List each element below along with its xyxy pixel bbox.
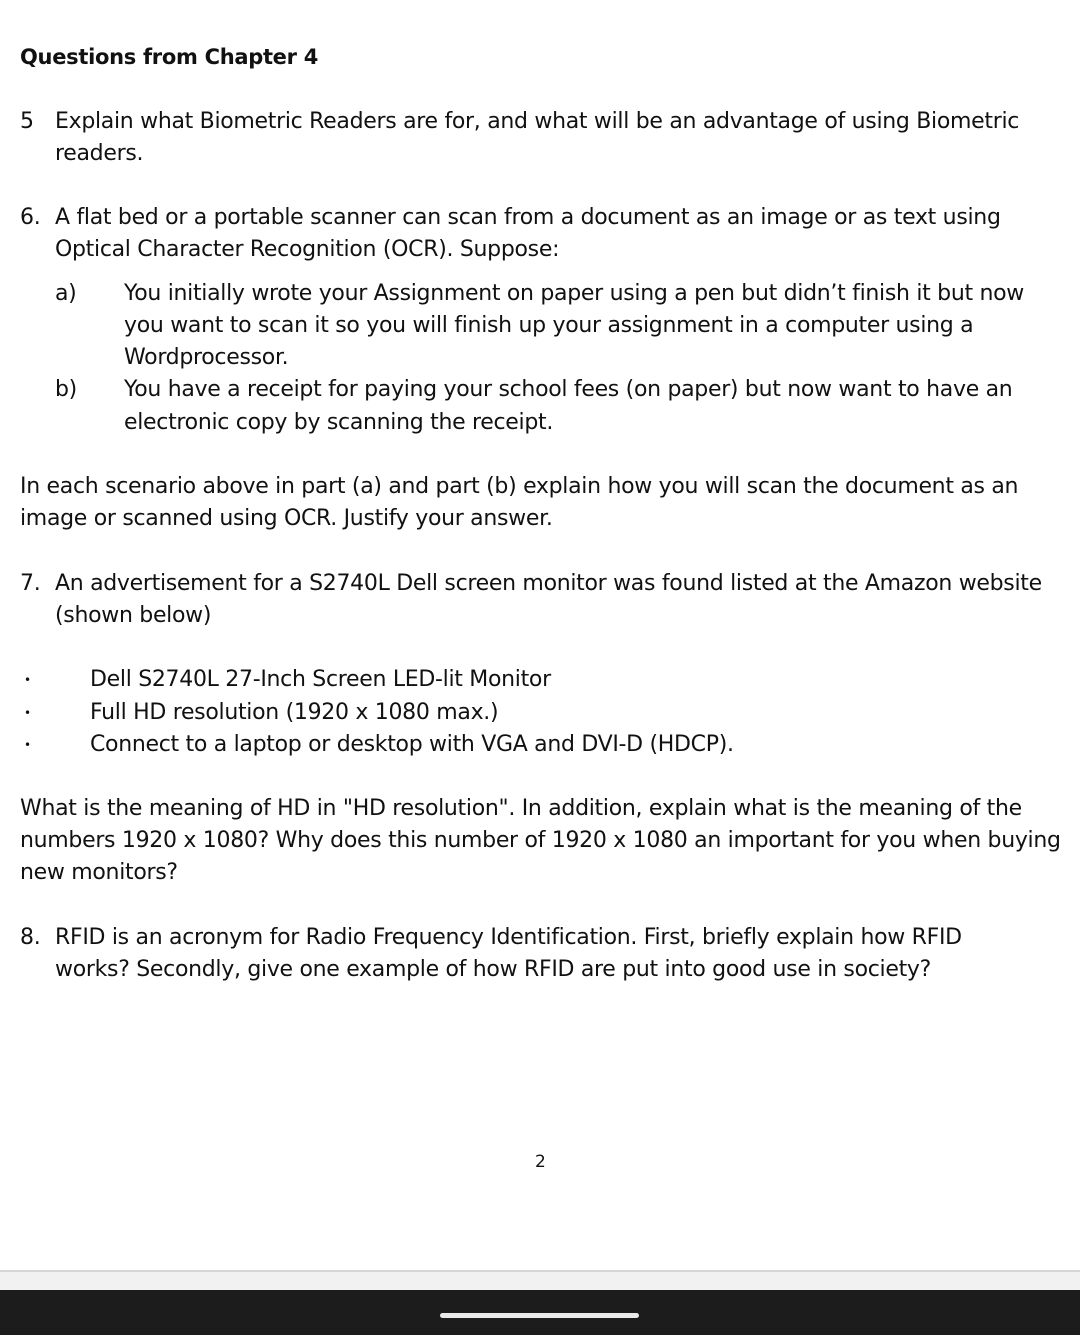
ad-bullet-item: Dell S2740L 27-Inch Screen LED-lit Monitor	[90, 667, 551, 692]
question-6-part-b-label: b)	[55, 377, 77, 402]
question-6-text-line-2: Optical Character Recognition (OCR). Suppose:	[55, 237, 560, 262]
question-6-follow-up-line-1: In each scenario above in part (a) and part (b) explain how you will scan the document as an	[20, 474, 1019, 499]
question-5-text-line-2: readers.	[55, 141, 144, 166]
question-6-part-a-label: a)	[55, 281, 77, 306]
ad-bullet-item: Full HD resolution (1920 x 1080 max.)	[90, 700, 499, 725]
page-number: 2	[535, 1152, 546, 1172]
ad-bullet-item: Connect to a laptop or desktop with VGA and DVI-D (HDCP).	[90, 732, 734, 757]
question-6-follow-up-line-2: image or scanned using OCR. Justify your answer.	[20, 506, 553, 531]
question-7-text-line-1: An advertisement for a S2740L Dell screen monitor was found listed at the Amazon website	[55, 571, 1042, 596]
viewer-bottom-strip	[0, 1270, 1080, 1290]
question-8-number: 8.	[20, 925, 41, 950]
bullet-marker: •	[24, 738, 32, 752]
section-heading: Questions from Chapter 4	[20, 45, 319, 69]
question-5-text-line-1: Explain what Biometric Readers are for, and what will be an advantage of using Biometric	[55, 109, 1020, 134]
question-7-follow-up-line-3: new monitors?	[20, 860, 178, 885]
question-6-part-a-line-2: you want to scan it so you will finish up your assignment in a computer using a	[124, 313, 974, 338]
question-6-number: 6.	[20, 205, 41, 230]
question-6-part-b-line-1: You have a receipt for paying your school fees (on paper) but now want to have an	[124, 377, 1013, 402]
question-6-part-a-line-1: You initially wrote your Assignment on paper using a pen but didn’t finish it but now	[124, 281, 1024, 306]
bullet-marker: •	[24, 706, 32, 720]
question-7-text-line-2: (shown below)	[55, 603, 212, 628]
question-6-part-a-line-3: Wordprocessor.	[124, 345, 289, 370]
question-7-number: 7.	[20, 571, 41, 596]
question-8-text-line-1: RFID is an acronym for Radio Frequency Identification. First, briefly explain how RFID	[55, 925, 962, 950]
question-8-text-line-2: works? Secondly, give one example of how RFID are put into good use in society?	[55, 957, 931, 982]
question-7-follow-up-line-2: numbers 1920 x 1080? Why does this number of 1920 x 1080 an important for you when buying	[20, 828, 1061, 853]
question-5-number: 5	[20, 109, 34, 134]
question-6-part-b-line-2: electronic copy by scanning the receipt.	[124, 410, 554, 435]
question-7-follow-up-line-1: What is the meaning of HD in "HD resolution". In addition, explain what is the meaning of the	[20, 796, 1022, 821]
home-gesture-handle[interactable]	[440, 1313, 639, 1318]
question-6-text-line-1: A flat bed or a portable scanner can scan from a document as an image or as text using	[55, 205, 1001, 230]
bullet-marker: •	[24, 673, 32, 687]
